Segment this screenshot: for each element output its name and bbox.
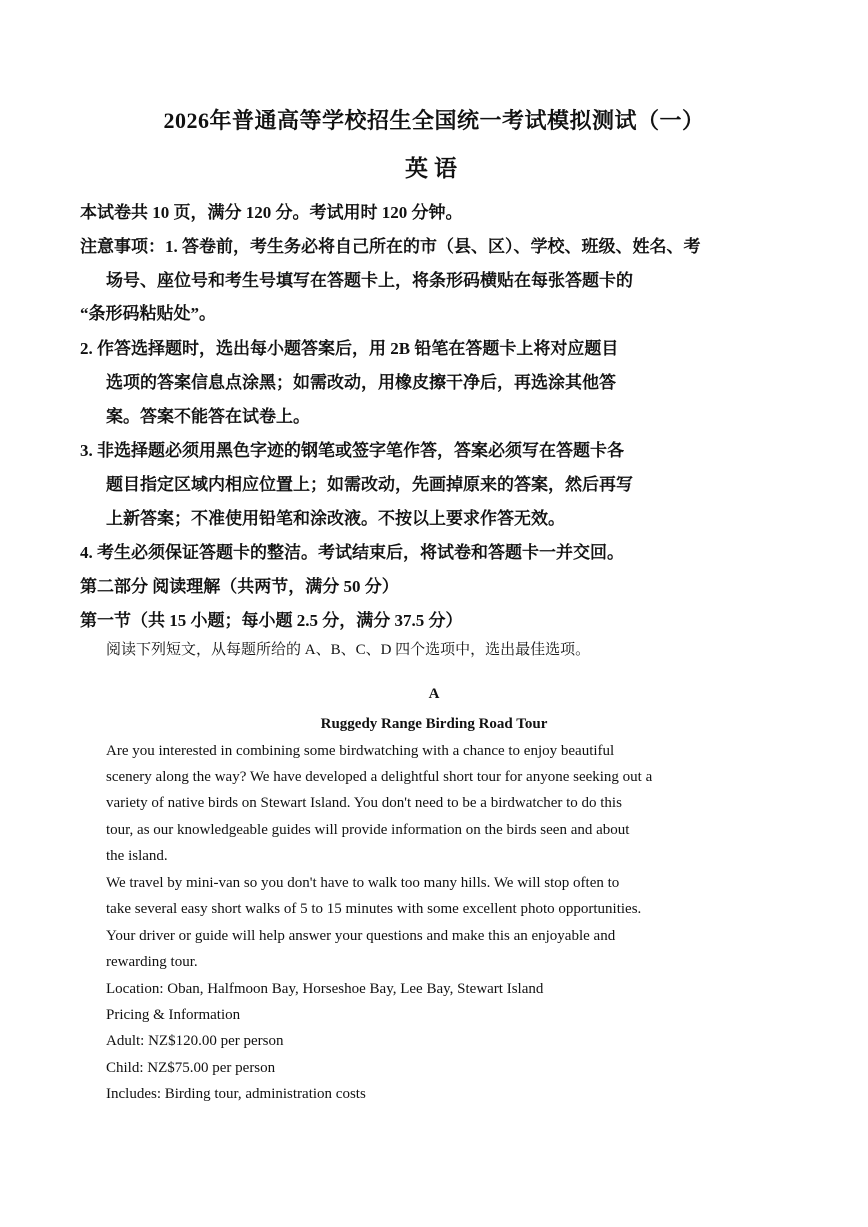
note-3-line-2: 题目指定区域内相应位置上；如需改动，先画掉原来的答案，然后再写 [106, 475, 633, 494]
passage-line: We travel by mini-van so you don't have to walk too many hills. We will stop often to [106, 875, 620, 891]
passage-line: tour, as our knowledgeable guides will provide information on the birds seen and about [106, 822, 630, 838]
passage-line: rewarding tour. [106, 954, 198, 970]
note-1-line-2: 场号、座位号和考生号填写在答题卡上，将条形码横贴在每张答题卡的 [106, 271, 633, 290]
passage-letter: A [428, 686, 440, 702]
reading-instructions: 阅读下列短文，从每题所给的 A、B、C、D 四个选项中，选出最佳选项。 [106, 642, 591, 658]
note-3-line-3: 上新答案；不准使用铅笔和涂改液。不按以上要求作答无效。 [106, 509, 565, 528]
note-3-line-1: 3. 非选择题必须用黑色字迹的钢笔或签字笔作答，答案必须写在答题卡各 [80, 441, 624, 460]
passage-line: Includes: Birding tour, administration costs [106, 1086, 366, 1102]
paper-intro: 本试卷共 10 页，满分 120 分。考试用时 120 分钟。 [80, 203, 463, 222]
exam-title: 2026年普通高等学校招生全国统一考试模拟测试（一） [163, 108, 705, 133]
passage-line: Adult: NZ$120.00 per person [106, 1033, 284, 1049]
part-heading: 第二部分 阅读理解（共两节，满分 50 分） [80, 577, 399, 596]
note-2-line-1: 2. 作答选择题时，选出每小题答案后，用 2B 铅笔在答题卡上将对应题目 [80, 339, 619, 358]
passage-line: Are you interested in combining some birdwatching with a chance to enjoy beautiful [106, 743, 615, 759]
note-1-line-3: “条形码粘贴处”。 [80, 304, 216, 323]
passage-line: Pricing & Information [106, 1007, 241, 1023]
passage-line: take several easy short walks of 5 to 15 minutes with some excellent photo opportunities. [106, 901, 642, 917]
note-4: 4. 考生必须保证答题卡的整洁。考试结束后，将试卷和答题卡一并交回。 [80, 543, 624, 562]
note-2-line-2: 选项的答案信息点涂黑；如需改动，用橡皮擦干净后，再选涂其他答 [106, 373, 616, 392]
subject-title: 英语 [405, 156, 463, 181]
passage-line: the island. [106, 848, 168, 864]
note-2-line-3: 案。答案不能答在试卷上。 [106, 407, 310, 426]
passage-title: Ruggedy Range Birding Road Tour [320, 716, 548, 732]
passage-line: Your driver or guide will help answer your questions and make this an enjoyable and [106, 928, 616, 944]
passage-line: Location: Oban, Halfmoon Bay, Horseshoe Bay, Lee Bay, Stewart Island [106, 981, 544, 997]
passage-line: variety of native birds on Stewart Island. You don't need to be a birdwatcher to do this [106, 795, 622, 811]
passage-line: Child: NZ$75.00 per person [106, 1060, 276, 1076]
subsection-heading: 第一节（共 15 小题；每小题 2.5 分，满分 37.5 分） [80, 611, 463, 630]
passage-line: scenery along the way? We have developed a delightful short tour for anyone seeking out a [106, 769, 653, 785]
note-1-line-1: 注意事项：1. 答卷前，考生务必将自己所在的市（县、区）、学校、班级、姓名、考 [80, 237, 701, 256]
